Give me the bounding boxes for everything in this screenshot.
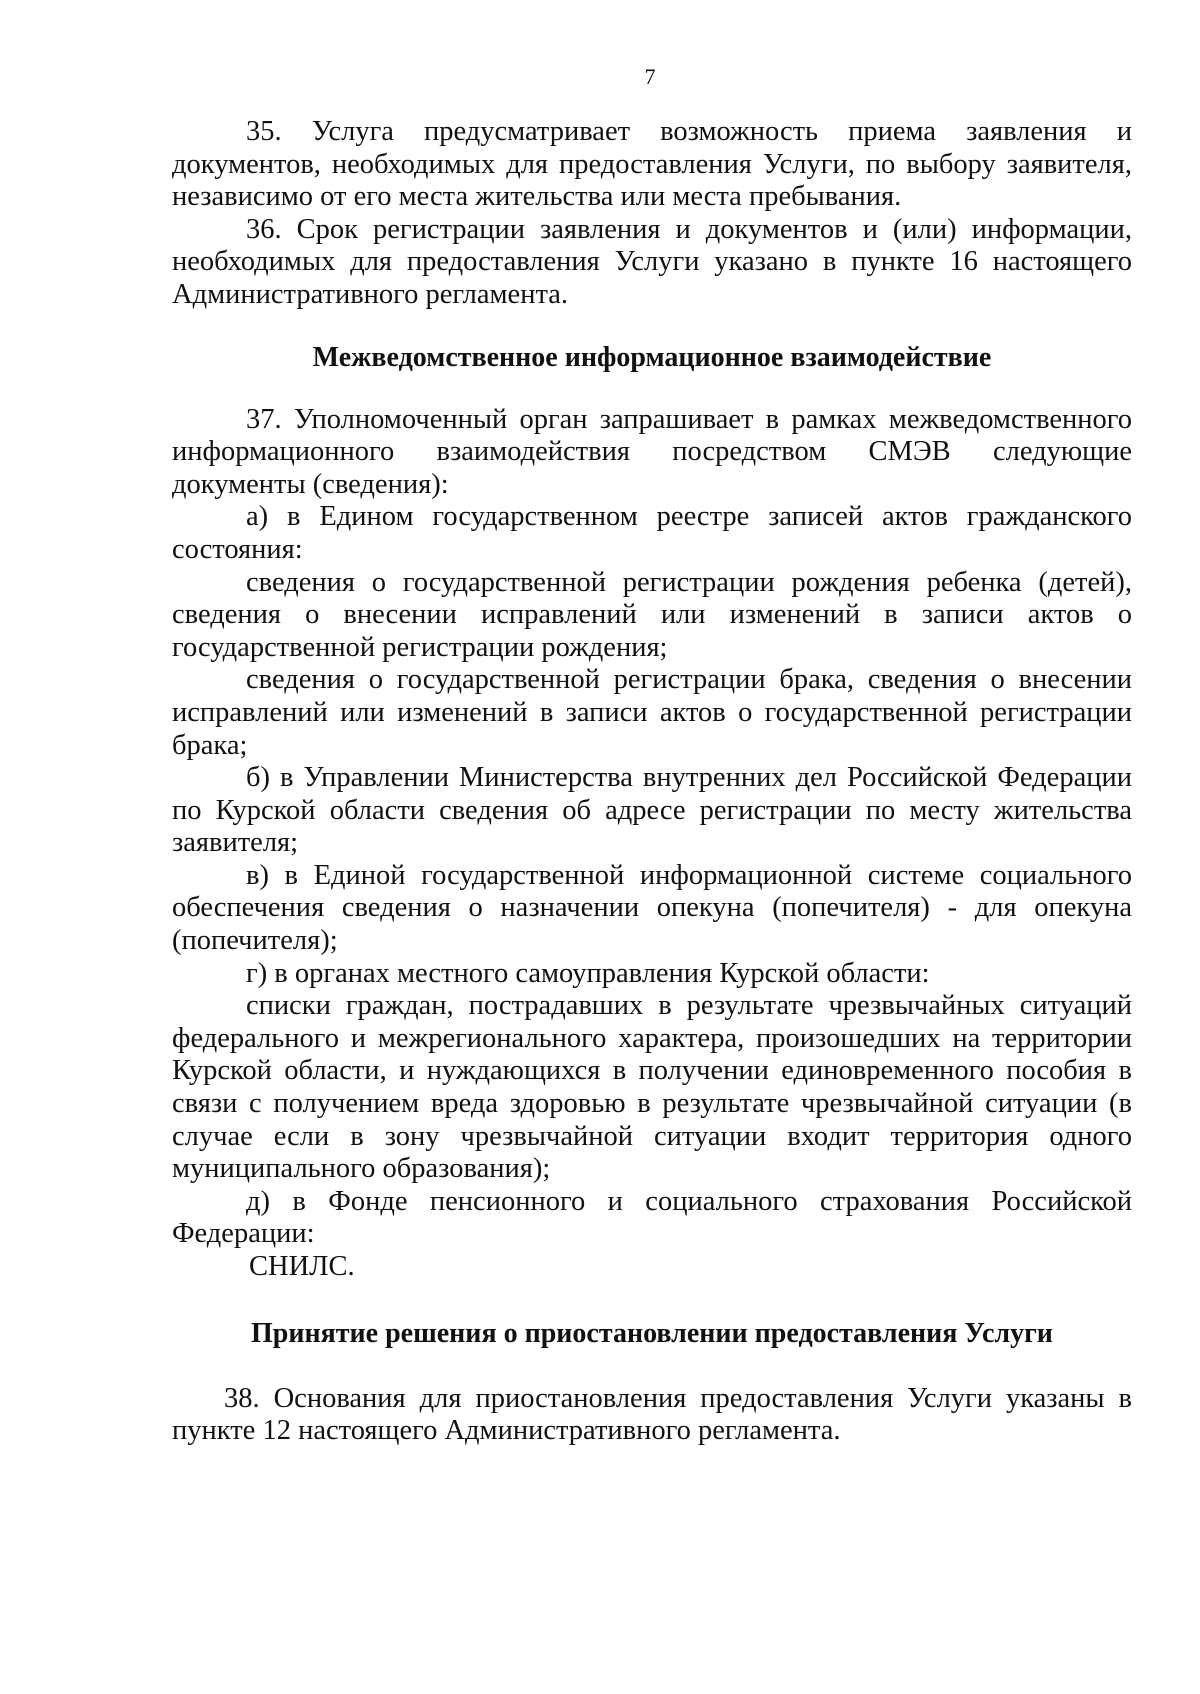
paragraph-37-d: д) в Фонде пенсионного и социального страхования Российской Федерации: [172,1185,1132,1250]
paragraph-37-b: б) в Управлении Министерства внутренних дел Российской Федерации по Курской области сведения об адресе регистрации по месту жительства заявителя; [172,762,1132,859]
document-body [172,116,1132,1448]
section-heading-interagency: Межведомственное информационное взаимодействие [312,341,992,373]
paragraph-35: 35. Услуга предусматривает возможность приема заявления и документов, необходимых для предоставления Услуги, по выбору заявителя, независимо от его места жительства или места пребывания. [172,116,1132,213]
paragraph-37-d-snils: СНИЛС. [249,1251,355,1282]
page-number: 7 [644,64,656,89]
paragraph-38: 38. Основания для приостановления предоставления Услуги указаны в пункте 12 настоящего Административного регламента. [172,1382,1132,1447]
paragraph-37-a-birth: сведения о государственной регистрации рождения ребенка (детей), сведения о внесении исправлений или изменений в записи актов о государственной регистрации рождения; [172,566,1132,663]
paragraph-37-g: г) в органах местного самоуправления Курской области: [246,957,930,989]
paragraph-37-a-marriage: сведения о государственной регистрации брака, сведения о внесении исправлений или изменений в записи актов о государственной регистрации брака; [172,664,1132,761]
paragraph-37-g-lists: списки граждан, пострадавших в результате чрезвычайных ситуаций федерального и межрегионального характера, произошедших на территории Курской области, и нуждающихся в получении единовременного пособия в связи с получением вреда здоровью в результате чрезвычайной ситуации (в случае если в зону чрезвычайной ситуации входит территория одного муниципального образования); [172,990,1132,1185]
paragraph-37-a: а) в Едином государственном реестре записей актов гражданского состояния: [172,501,1132,565]
paragraph-37-v: в) в Единой государственной информационной системе социального обеспечения сведения о назначении опекуна (попечителя) - для опекуна (попечителя); [172,859,1132,957]
paragraph-37: 37. Уполномоченный орган запрашивает в рамках межведомственного информационного взаимодействия посредством СМЭВ следующие документы (сведения): [172,403,1132,500]
paragraph-36: 36. Срок регистрации заявления и документов и (или) информации, необходимых для предоставления Услуги указано в пункте 16 настоящего Административного регламента. [172,213,1132,310]
section-heading-suspension: Принятие решения о приостановлении предоставления Услуги [251,1317,1053,1349]
